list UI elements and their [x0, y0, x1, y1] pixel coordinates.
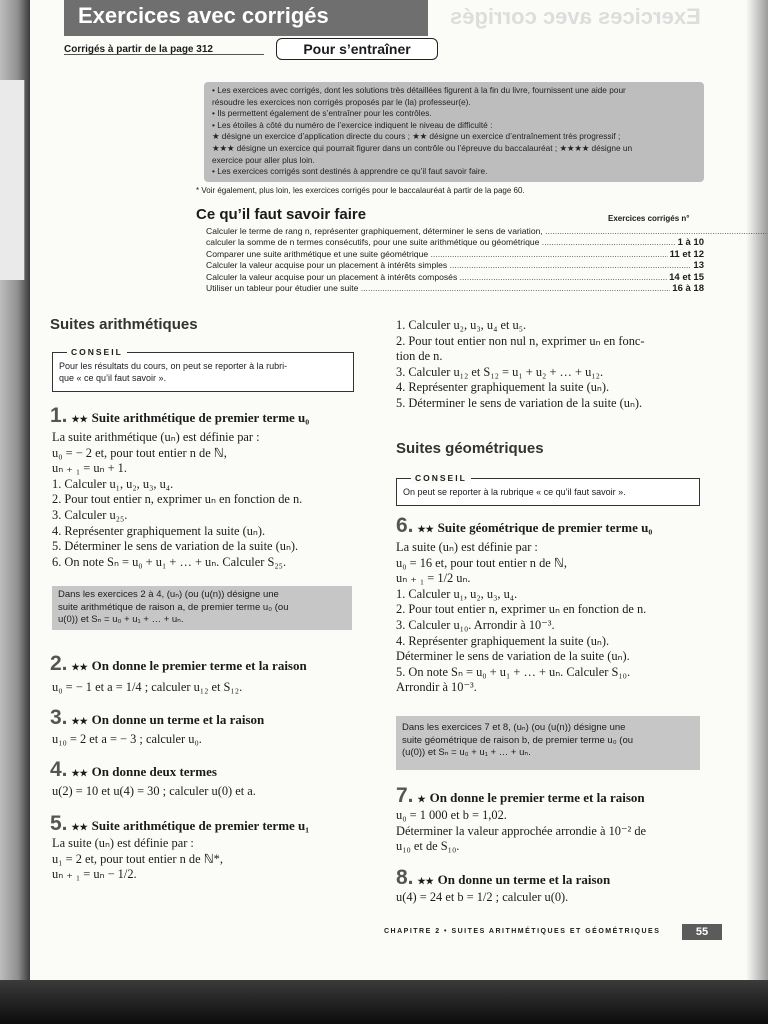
info-line: résoudre les exercices non corrigés proposés par le (la) professeur(e). — [212, 96, 471, 107]
exercise-8-body: u(4) = 24 et b = 1/2 ; calculer u(0). — [396, 890, 569, 904]
exercise-7-body — [396, 808, 646, 855]
conseil-box-right — [396, 473, 700, 506]
exercise-line: uₙ ₊ ₁ = uₙ − 1/2. — [52, 867, 137, 882]
grey-note-geometrique: Dans les exercices 7 et 8, (uₙ) (ou (u(n)) désigne une suite géométrique de raison b, de premier terme u₀ (ou (u(0)) et Sₙ = u₀ + u₁ + … + uₙ. — [396, 716, 700, 770]
exercise-2-body: u₀ = − 1 et a = 1/4 ; calculer u₁₂ et S₁₂. — [52, 680, 243, 694]
exercise-1-body — [52, 430, 302, 570]
corriges-reference: Corrigés à partir de la page 312 — [64, 44, 213, 55]
savoir-faire-row: calculer la somme de n termes consécutifs, pour une suite arithmétique ou géométrique ..... 1 à 10 — [206, 237, 704, 248]
exercise-line: 2. Pour tout entier n, exprimer uₙ en fonction de n. — [396, 602, 647, 617]
exercise-line: 1. Calculer u₁, u₂, u₃, u₄. — [396, 586, 518, 601]
info-line: • Ils permettent également de s’entraîner pour les contrôles. — [212, 108, 432, 119]
section-title-geometriques: Suites géométriques — [396, 440, 544, 457]
exercise-6-body — [396, 540, 646, 696]
savoir-faire-title: Ce qu’il faut savoir faire — [196, 206, 367, 223]
exercise-line: 4. Représenter graphiquement la suite (uₙ). — [396, 380, 610, 395]
exercise-line: Déterminer le sens de variation de la suite (uₙ). — [396, 649, 630, 664]
exercise-line: 3. Calculer u₂₅. — [52, 507, 128, 522]
info-line: exercice pour aller plus loin. — [212, 154, 315, 165]
exercise-line: 4. Représenter graphiquement la suite (uₙ). — [396, 633, 610, 648]
exercise-line: 3. Calculer u₁₀. Arrondir à 10⁻³. — [396, 617, 555, 632]
exercise-2-title: 2. ★★ On donne le premier terme et la raison — [50, 652, 307, 675]
entrainer-badge: Pour s’entraîner — [276, 38, 438, 60]
exercise-line: u₀ = 1 000 et b = 1,02. — [396, 808, 507, 822]
exercise-6-title: 6. ★★ Suite géométrique de premier terme u₀ — [396, 514, 653, 537]
book-page — [30, 0, 768, 985]
exercise-line: tion de n. — [396, 349, 443, 364]
book-spine-edge — [0, 0, 30, 1024]
exercise-1-title: 1. ★★ Suite arithmétique de premier terme u₀ — [50, 404, 310, 427]
savoir-faire-side-label: Exercices corrigés n° — [608, 214, 690, 223]
show-through-text: Exercices avec corrigés — [450, 4, 701, 29]
grey-note-arithmetique: Dans les exercices 2 à 4, (uₙ) (ou (u(n)) désigne une suite arithmétique de raison a, de premier terme u₀ (ou u(0)) et Sₙ = u₀ + u₁ + … + uₙ. — [52, 586, 352, 630]
section-title-arithmetiques: Suites arithmétiques — [50, 316, 198, 333]
info-box — [204, 82, 704, 182]
header-banner — [64, 0, 428, 36]
info-line: • Les exercices corrigés sont destinés à apprendre ce qu’il faut savoir faire. — [212, 166, 488, 177]
info-line: ★ désigne un exercice d’application directe du cours ; ★★ désigne un exercice d’entraînement très progressif ; — [212, 131, 621, 142]
exercise-line: 6. On note Sₙ = u₀ + u₁ + … + uₙ. Calculer S₂₅. — [52, 554, 287, 569]
exercise-4-body: u(2) = 10 et u(4) = 30 ; calculer u(0) et a. — [52, 784, 256, 798]
exercise-5-body — [52, 836, 223, 883]
savoir-faire-row: Comparer une suite arithmétique et une suite géométrique ..... 11 et 12 — [206, 249, 704, 260]
page-curl-shadow — [746, 0, 768, 985]
conseil-line: On peut se reporter à la rubrique « ce qu’il faut savoir ». — [403, 487, 626, 497]
exercise-line: 2. Pour tout entier non nul n, exprimer uₙ en fonc- — [396, 333, 645, 348]
exercise-line: 5. On note Sₙ = u₀ + u₁ + … + uₙ. Calculer S₁₀. — [396, 664, 631, 679]
previous-page-edge — [0, 80, 25, 280]
exercise-line: u₀ = − 2 et, pour tout entier n de ℕ, — [52, 445, 227, 460]
exercise-line: 5. Déterminer le sens de variation de la suite (uₙ). — [52, 539, 299, 554]
exercise-line: uₙ ₊ ₁ = 1/2 uₙ. — [396, 571, 471, 586]
savoir-faire-row: Calculer le terme de rang n, représenter graphiquement, déterminer le sens de variation, ..... — [206, 226, 704, 237]
exercise-line: 3. Calculer u₁₂ et S₁₂ = u₁ + u₂ + … + u₁₂. — [396, 364, 604, 379]
bac-note: * Voir également, plus loin, les exercices corrigés pour le baccalauréat à partir de la page 60. — [196, 186, 525, 195]
exercise-line: uₙ ₊ ₁ = uₙ + 1. — [52, 461, 127, 476]
exercise-line: La suite (uₙ) est définie par : — [396, 540, 538, 554]
info-line: • Les exercices avec corrigés, dont les solutions très détaillées figurent à la fin du livre, fournissent une aide pour — [212, 85, 626, 95]
exercise-line: u₁₀ et de S₁₀. — [396, 839, 460, 854]
info-line: • Les étoiles à côté du numéro de l’exercice indiquent le niveau de difficulté : — [212, 119, 493, 130]
exercise-8-title: 8. ★★ On donne un terme et la raison — [396, 866, 611, 889]
exercise-4-title: 4. ★★ On donne deux termes — [50, 758, 217, 781]
exercise-line: 1. Calculer u₂, u₃, u₄ et u₅. — [396, 318, 527, 332]
exercise-5-title: 5. ★★ Suite arithmétique de premier terme u₁ — [50, 812, 310, 835]
conseil-line: Pour les résultats du cours, on peut se reporter à la rubri- — [59, 361, 288, 371]
scan-background — [0, 980, 768, 1024]
exercise-7-title: 7. ★ On donne le premier terme et la raison — [396, 784, 645, 807]
savoir-faire-row: Calculer la valeur acquise pour un placement à intérêts composés ..... 14 et 15 — [206, 272, 704, 283]
exercise-3-body: u₁₀ = 2 et a = − 3 ; calculer u₀. — [52, 732, 202, 746]
conseil-label: CONSEIL — [411, 472, 471, 484]
chapter-footer: CHAPITRE 2 • SUITES ARITHMÉTIQUES ET GÉOMÉTRIQUES — [384, 928, 661, 935]
conseil-line: que « ce qu’il faut savoir ». — [59, 373, 167, 383]
exercise-line: La suite (uₙ) est définie par : — [52, 836, 194, 850]
savoir-faire-row: Calculer la valeur acquise pour un placement à intérêts simples ..... 13 — [206, 260, 704, 271]
info-line: ★★★ désigne un exercice qui pourrait figurer dans un contrôle ou l’épreuve du baccalauréat ; ★★★★ désigne un — [212, 142, 633, 153]
exercise-3-title: 3. ★★ On donne un terme et la raison — [50, 706, 265, 729]
conseil-label: CONSEIL — [67, 346, 127, 358]
exercise-line: 1. Calculer u₁, u₂, u₃, u₄. — [52, 476, 174, 491]
exercise-line: Arrondir à 10⁻³. — [396, 680, 477, 695]
exercise-line: 2. Pour tout entier n, exprimer uₙ en fonction de n. — [52, 492, 303, 507]
exercise-line: 5. Déterminer le sens de variation de la suite (uₙ). — [396, 395, 643, 410]
header-rule — [64, 54, 264, 55]
exercise-line: u₁ = 2 et, pour tout entier n de ℕ*, — [52, 851, 223, 866]
exercise-5-questions — [396, 318, 645, 412]
exercise-line: La suite arithmétique (uₙ) est définie par : — [52, 430, 260, 444]
exercise-line: u₀ = 16 et, pour tout entier n de ℕ, — [396, 555, 567, 570]
page-title: Exercices avec corrigés — [78, 3, 329, 28]
savoir-faire-row: Utiliser un tableur pour étudier une suite ..... 16 à 18 — [206, 283, 704, 294]
conseil-box-left — [52, 347, 354, 392]
savoir-faire-list — [206, 226, 704, 294]
exercise-line: Déterminer la valeur approchée arrondie à 10⁻² de — [396, 823, 647, 838]
page-number: 55 — [682, 924, 722, 940]
exercise-line: 4. Représenter graphiquement la suite (uₙ). — [52, 523, 266, 538]
